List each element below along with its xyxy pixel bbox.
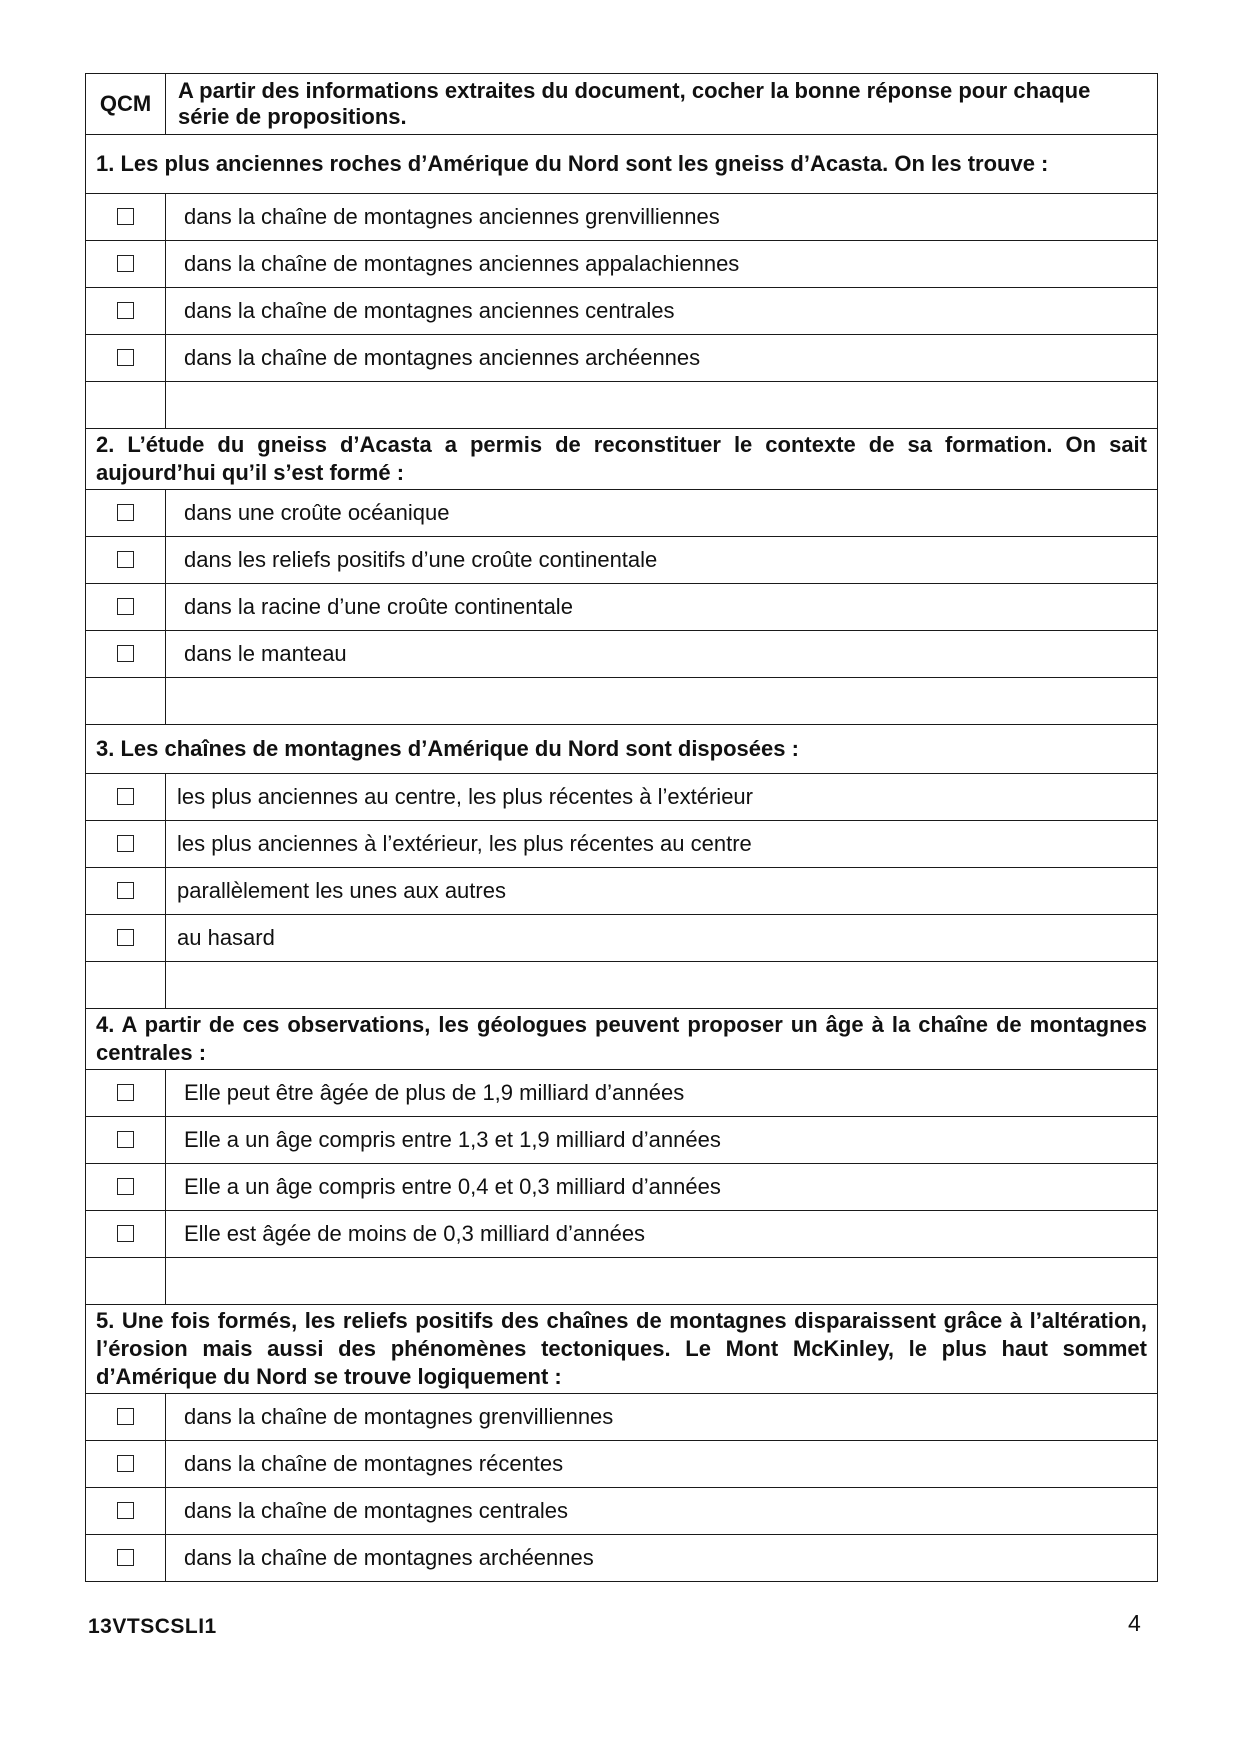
question-row: [86, 429, 1158, 490]
option-text: dans la chaîne de montagnes récentes: [166, 1441, 1158, 1488]
option-row: [86, 194, 1158, 241]
option-text: parallèlement les unes aux autres: [166, 868, 1158, 915]
option-text: au hasard: [166, 915, 1158, 962]
header-row: [86, 74, 1158, 135]
answer-checkbox[interactable]: [117, 645, 134, 662]
option-text: dans une croûte océanique: [166, 490, 1158, 537]
question-row: [86, 1009, 1158, 1070]
empty-cell: [86, 382, 166, 429]
qcm-table: [85, 73, 1158, 1582]
spacer-row: [86, 678, 1158, 725]
option-row: [86, 1164, 1158, 1211]
question-row: [86, 135, 1158, 194]
checkbox-cell: [86, 1488, 166, 1535]
empty-cell: [166, 678, 1158, 725]
page-number: 4: [1128, 1610, 1141, 1636]
question-text: 3. Les chaînes de montagnes d’Amérique du Nord sont disposées :: [86, 725, 1158, 774]
answer-checkbox[interactable]: [117, 208, 134, 225]
checkbox-cell: [86, 1117, 166, 1164]
question-text: 2. L’étude du gneiss d’Acasta a permis de reconstituer le contexte de sa formation. On sait aujourd’hui qu’il s’est formé :: [86, 429, 1158, 490]
answer-checkbox[interactable]: [117, 835, 134, 852]
empty-cell: [86, 678, 166, 725]
option-row: [86, 1211, 1158, 1258]
checkbox-cell: [86, 1211, 166, 1258]
option-row: [86, 1070, 1158, 1117]
option-row: [86, 915, 1158, 962]
answer-checkbox[interactable]: [117, 598, 134, 615]
checkbox-cell: [86, 584, 166, 631]
option-text: les plus anciennes au centre, les plus récentes à l’extérieur: [166, 774, 1158, 821]
checkbox-cell: [86, 194, 166, 241]
option-text: dans le manteau: [166, 631, 1158, 678]
spacer-row: [86, 962, 1158, 1009]
empty-cell: [166, 382, 1158, 429]
answer-checkbox[interactable]: [117, 302, 134, 319]
option-row: [86, 241, 1158, 288]
option-row: [86, 868, 1158, 915]
checkbox-cell: [86, 1441, 166, 1488]
option-text: dans la racine d’une croûte continentale: [166, 584, 1158, 631]
answer-checkbox[interactable]: [117, 882, 134, 899]
answer-checkbox[interactable]: [117, 1549, 134, 1566]
option-row: [86, 1394, 1158, 1441]
option-row: [86, 1117, 1158, 1164]
checkbox-cell: [86, 821, 166, 868]
checkbox-cell: [86, 915, 166, 962]
checkbox-cell: [86, 631, 166, 678]
answer-checkbox[interactable]: [117, 349, 134, 366]
option-text: dans la chaîne de montagnes anciennes centrales: [166, 288, 1158, 335]
empty-cell: [86, 1258, 166, 1305]
option-row: [86, 490, 1158, 537]
answer-checkbox[interactable]: [117, 1225, 134, 1242]
checkbox-cell: [86, 241, 166, 288]
option-text: Elle peut être âgée de plus de 1,9 milliard d’années: [166, 1070, 1158, 1117]
option-row: [86, 335, 1158, 382]
option-row: [86, 631, 1158, 678]
option-text: dans la chaîne de montagnes centrales: [166, 1488, 1158, 1535]
option-row: [86, 584, 1158, 631]
answer-checkbox[interactable]: [117, 1455, 134, 1472]
option-text: Elle a un âge compris entre 0,4 et 0,3 milliard d’années: [166, 1164, 1158, 1211]
checkbox-cell: [86, 1394, 166, 1441]
option-text: dans la chaîne de montagnes anciennes appalachiennes: [166, 241, 1158, 288]
question-row: [86, 725, 1158, 774]
spacer-row: [86, 382, 1158, 429]
document-code: 13VTSCSLI1: [88, 1615, 217, 1638]
checkbox-cell: [86, 490, 166, 537]
answer-checkbox[interactable]: [117, 255, 134, 272]
instruction-text: A partir des informations extraites du document, cocher la bonne réponse pour chaque série de propositions.: [166, 74, 1158, 135]
option-row: [86, 537, 1158, 584]
checkbox-cell: [86, 537, 166, 584]
answer-checkbox[interactable]: [117, 1178, 134, 1195]
option-text: dans les reliefs positifs d’une croûte continentale: [166, 537, 1158, 584]
checkbox-cell: [86, 288, 166, 335]
answer-checkbox[interactable]: [117, 1502, 134, 1519]
option-text: dans la chaîne de montagnes anciennes grenvilliennes: [166, 194, 1158, 241]
checkbox-cell: [86, 774, 166, 821]
option-text: dans la chaîne de montagnes archéennes: [166, 1535, 1158, 1582]
option-row: [86, 1441, 1158, 1488]
option-text: Elle est âgée de moins de 0,3 milliard d’années: [166, 1211, 1158, 1258]
option-text: les plus anciennes à l’extérieur, les plus récentes au centre: [166, 821, 1158, 868]
question-text: 1. Les plus anciennes roches d’Amérique du Nord sont les gneiss d’Acasta. On les trouve :: [86, 135, 1158, 194]
option-row: [86, 774, 1158, 821]
option-row: [86, 288, 1158, 335]
answer-checkbox[interactable]: [117, 929, 134, 946]
empty-cell: [166, 1258, 1158, 1305]
answer-checkbox[interactable]: [117, 1131, 134, 1148]
option-row: [86, 1488, 1158, 1535]
empty-cell: [166, 962, 1158, 1009]
checkbox-cell: [86, 1164, 166, 1211]
option-text: dans la chaîne de montagnes grenvilliennes: [166, 1394, 1158, 1441]
option-text: Elle a un âge compris entre 1,3 et 1,9 milliard d’années: [166, 1117, 1158, 1164]
answer-checkbox[interactable]: [117, 1408, 134, 1425]
answer-checkbox[interactable]: [117, 504, 134, 521]
option-row: [86, 821, 1158, 868]
question-text: 5. Une fois formés, les reliefs positifs des chaînes de montagnes disparaissent grâce à l’altération, l’érosion mais aussi des phénomènes tectoniques. Le Mont McKinley, le plus haut sommet d’Amérique du Nord se trouve logiquement :: [86, 1305, 1158, 1394]
checkbox-cell: [86, 335, 166, 382]
question-text: 4. A partir de ces observations, les géologues peuvent proposer un âge à la chaîne de montagnes centrales :: [86, 1009, 1158, 1070]
checkbox-cell: [86, 1070, 166, 1117]
qcm-label: QCM: [86, 74, 166, 135]
question-row: [86, 1305, 1158, 1394]
empty-cell: [86, 962, 166, 1009]
option-row: [86, 1535, 1158, 1582]
option-text: dans la chaîne de montagnes anciennes archéennes: [166, 335, 1158, 382]
answer-checkbox[interactable]: [117, 788, 134, 805]
checkbox-cell: [86, 868, 166, 915]
answer-checkbox[interactable]: [117, 1084, 134, 1101]
answer-checkbox[interactable]: [117, 551, 134, 568]
checkbox-cell: [86, 1535, 166, 1582]
spacer-row: [86, 1258, 1158, 1305]
